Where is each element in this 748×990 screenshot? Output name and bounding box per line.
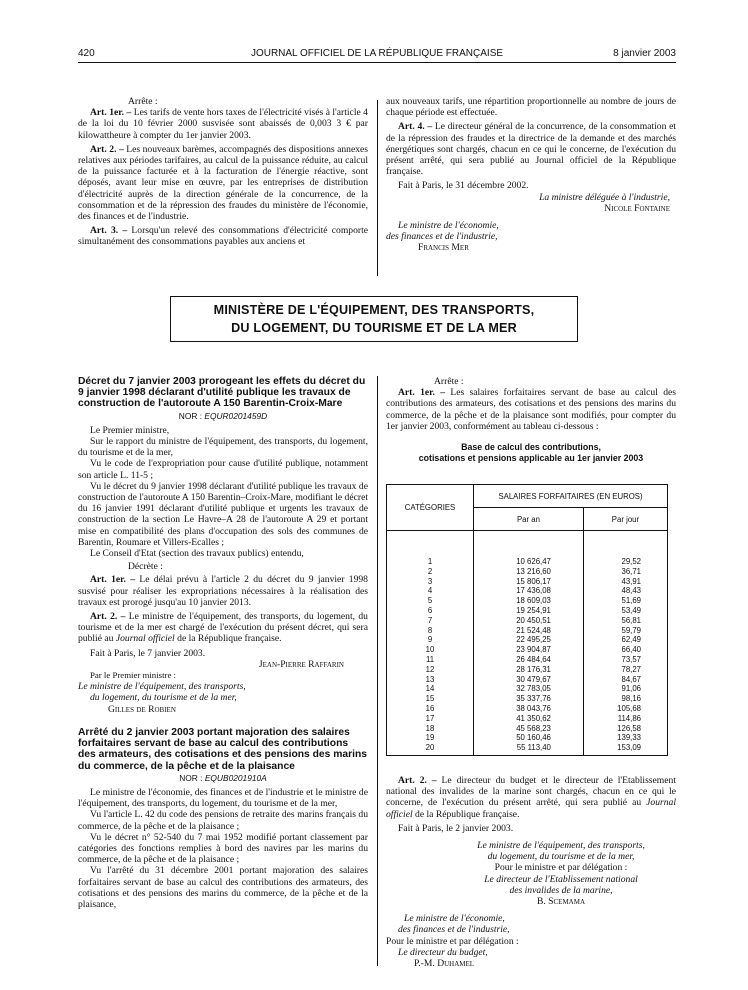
table-cell-par-an: 30 479,67 bbox=[516, 674, 551, 684]
article-4 bbox=[386, 121, 676, 177]
table-cell-category: 5 bbox=[427, 596, 433, 606]
bottom-left-column bbox=[78, 376, 368, 910]
nor-code: EQUR0201459D bbox=[204, 410, 268, 421]
paragraph: Sur le rapport du ministre de l'équipement, des transports, du logement, du tourisme et de la mer, bbox=[78, 436, 368, 459]
article-text: de la République française. bbox=[415, 808, 520, 820]
table-cell-par-an: 13 216,60 bbox=[516, 566, 551, 576]
nor-label: NOR : bbox=[178, 410, 203, 421]
table-cell-par-jour: 114,86 bbox=[617, 713, 641, 723]
article-label: Art. 2. – bbox=[398, 775, 437, 786]
table-cell-par-jour: 36,71 bbox=[621, 566, 641, 576]
table-cell-par-jour: 78,27 bbox=[621, 664, 641, 674]
categories-column bbox=[387, 531, 474, 756]
table-cell-category: 16 bbox=[425, 703, 435, 713]
table-cell-par-an: 50 160,46 bbox=[516, 733, 551, 743]
top-right-column bbox=[386, 96, 676, 254]
par-le-premier-ministre: Par le Premier ministre : bbox=[90, 670, 176, 681]
table-cell-category: 9 bbox=[427, 635, 433, 645]
nor-reference bbox=[78, 411, 368, 422]
top-left-column bbox=[78, 96, 368, 248]
table-cell-par-an: 45 568,23 bbox=[516, 723, 551, 733]
table-cell-par-jour: 139,33 bbox=[617, 733, 641, 743]
paragraph: Le Premier ministre, bbox=[90, 424, 170, 436]
ministry-heading bbox=[170, 296, 578, 342]
page-number: 420 bbox=[78, 48, 95, 59]
table-cell-par-jour: 29,52 bbox=[621, 557, 641, 566]
signature-name: P.-M. Duhamel bbox=[414, 958, 475, 970]
table-cell-par-jour: 84,67 bbox=[621, 674, 641, 684]
table-cell-par-an: 21 524,48 bbox=[516, 625, 551, 635]
table-cell-par-an: 19 254,91 bbox=[516, 605, 551, 615]
article-label: Art. 1er. – bbox=[90, 107, 132, 119]
signature-title: des finances et de l'industrie, bbox=[386, 231, 498, 243]
table-cell-par-jour: 66,40 bbox=[621, 645, 641, 655]
fait-a-paris: Fait à Paris, le 31 décembre 2002. bbox=[398, 180, 529, 192]
table-cell-category: 1 bbox=[427, 557, 433, 566]
signature-name: B. Scemama bbox=[536, 896, 586, 908]
par-jour-column bbox=[583, 531, 667, 756]
article-2 bbox=[78, 144, 368, 222]
table-cell-par-an: 10 626,47 bbox=[516, 557, 551, 566]
table-cell-par-an: 38 043,76 bbox=[516, 703, 551, 713]
decrete-heading: Décrète : bbox=[128, 561, 163, 573]
signature-name: Nicole Fontaine bbox=[604, 202, 670, 214]
nor-reference bbox=[78, 773, 368, 784]
signature-block-2 bbox=[386, 913, 676, 969]
article-text: Les tarifs de vente hors taxes de l'électricité visés à l'article 4 de la loi du 10 février 2000 susvisée sont abaissés de 0,003 3 € par kilowattheure à compter du 1er janvier 2003. bbox=[78, 107, 368, 141]
table-title bbox=[386, 442, 676, 464]
article-label: Art. 2. – bbox=[90, 143, 124, 155]
table-cell-category: 2 bbox=[427, 566, 433, 576]
table-cell-par-jour: 126,58 bbox=[617, 723, 641, 733]
issue-date: 8 janvier 2003 bbox=[613, 48, 676, 59]
table-cell-category: 18 bbox=[425, 723, 435, 733]
ministry-line: MINISTÈRE DE L'ÉQUIPEMENT, DES TRANSPORTS, bbox=[213, 303, 535, 317]
table-cell-category: 19 bbox=[425, 733, 435, 743]
table-cell-category: 4 bbox=[427, 586, 433, 596]
paragraph: Le ministre de l'économie, des finances et de l'industrie et le ministre de l'équipement, des transports, du logement, du tourisme et de la mer, bbox=[78, 786, 368, 810]
article-3 bbox=[78, 225, 368, 247]
arrete-title: Arrêté du 2 janvier 2003 portant majoration des salaires forfaitaires servant de base au calcul des contributions des armateurs, des cotisations et des pensions des marins du commerce, de la pêche et de la plaisance bbox=[78, 726, 367, 772]
col-header-par-jour: Par jour bbox=[583, 508, 667, 531]
paragraph: Vu le décret du 9 janvier 1998 déclarant d'utilité publique les travaux de construction de l'autoroute A 150 Barentin–Croix-Mare, modifiant le décret du 16 janvier 1991 déclarant d'utilité publique et urgents les travaux de construction de la section Le Havre–A 28 de l'autoroute A 29 et portant mise en compatibilité des plans d'occupation des sols des communes de Barentin, Roumare et Villers-Ecalles ; bbox=[78, 480, 368, 548]
table-cell-par-jour: 43,91 bbox=[621, 576, 641, 586]
table-title-line: Base de calcul des contributions, bbox=[461, 442, 601, 453]
decret-title: Décret du 7 janvier 2003 prorogeant les effets du décret du 9 janvier 1998 déclarant d'utilité publique les travaux de construction de l'autoroute A 150 Barentin-Croix-Mare bbox=[78, 376, 366, 410]
signature-block-1 bbox=[386, 840, 676, 907]
table-cell-category: 14 bbox=[425, 684, 435, 694]
table-cell-par-jour: 51,69 bbox=[621, 596, 641, 606]
article-1 bbox=[78, 107, 368, 141]
continuation-text: aux nouveaux tarifs, une répartition proportionnelle au nombre de jours de chaque période est effectuée. bbox=[386, 96, 676, 119]
table-cell-par-jour: 48,43 bbox=[621, 586, 641, 596]
signature-title: des finances et de l'industrie, bbox=[398, 924, 510, 936]
table-title-line: cotisations et pensions applicable au 1er janvier 2003 bbox=[418, 453, 644, 464]
table-cell-par-an: 17 436,08 bbox=[516, 586, 551, 596]
article-label: Art. 2. – bbox=[90, 611, 126, 623]
bottom-right-column bbox=[386, 376, 676, 464]
nor-label: NOR : bbox=[179, 772, 203, 783]
arrete-heading: Arrête : bbox=[128, 96, 158, 107]
table-cell-par-an: 32 783,05 bbox=[516, 684, 551, 694]
signature-role: Le directeur de l'Etablissement national bbox=[484, 873, 638, 885]
column-separator bbox=[377, 376, 378, 966]
table-cell-par-jour: 62,49 bbox=[621, 635, 641, 645]
signature-name: Francis Mer bbox=[418, 242, 469, 254]
fait-a-paris: Fait à Paris, le 2 janvier 2003. bbox=[398, 822, 514, 834]
paragraph: Vu le décret n° 52-540 du 7 mai 1952 modifié portant classement par catégories des fonctions remplies à bord des navires par les marins du commerce, de la pêche et de la plaisance ; bbox=[78, 831, 368, 866]
signature-title: Le ministre de l'équipement, des transports, bbox=[78, 681, 246, 693]
table-cell-category: 10 bbox=[425, 645, 435, 655]
table-cell-par-jour: 53,49 bbox=[621, 605, 641, 615]
article-2 bbox=[78, 611, 368, 645]
article-label: Art. 3. – bbox=[90, 225, 128, 237]
table-cell-par-an: 20 450,51 bbox=[516, 615, 551, 625]
table-cell-par-an: 18 609,03 bbox=[516, 596, 551, 606]
signature-title: du logement, du tourisme et de la mer, bbox=[90, 692, 237, 704]
table-cell-par-an: 23 904,87 bbox=[516, 645, 551, 655]
table-cell-par-jour: 105,68 bbox=[617, 703, 641, 713]
signature-title: du logement, du tourisme et de la mer, bbox=[487, 851, 635, 863]
table-cell-par-jour: 56,81 bbox=[621, 615, 641, 625]
table-cell-category: 15 bbox=[425, 694, 435, 704]
article-text: Les nouveaux barèmes, accompagnés des dispositions annexes relatives aux périodes tarifaires, au calcul de la puissance réduite, au calcul de la puissance facturée et à la facturation de l'énergie réactive, sont déposés, avant leur mise en œuvre, par les entreprises de distribution d'électricité auprès de la direction générale de la concurrence, de la consommation et de la répression des fraudes du ministère de l'économie, des finances et de l'industrie. bbox=[78, 143, 368, 223]
table-cell-category: 11 bbox=[425, 654, 435, 664]
signature-title: Le ministre de l'équipement, des transports, bbox=[477, 840, 645, 852]
signature-name: Gilles de Robien bbox=[108, 703, 176, 715]
article-text: Lorsqu'un relevé des consommations d'électricité comporte simultanément des consommations payables aux anciens et bbox=[78, 225, 368, 248]
article-text: Le directeur général de la concurrence, de la consommation et de la répression des fraudes et la directrice de la demande et des marchés énergétiques sont chargés, chacun en ce qui le concerne, de l'exécution du présent arrêté, qui sera publié au Journal officiel de la République française. bbox=[386, 121, 676, 178]
table-cell-category: 3 bbox=[427, 576, 433, 586]
table-cell-category: 8 bbox=[427, 625, 433, 635]
article-text: Le ministre de l'équipement, des transports, du logement, du tourisme et de la mer est chargé de l'exécution du présent décret, qui sera publié au bbox=[78, 611, 368, 645]
nor-code: EQUB0201910A bbox=[204, 772, 267, 783]
table-cell-par-an: 41 350,62 bbox=[516, 713, 551, 723]
col-header-categories: CATÉGORIES bbox=[387, 485, 474, 531]
article-text: Le délai prévu à l'article 2 du décret du 9 janvier 1998 susvisé pour réaliser les expropriations nécessaires à la réalisation des travaux est prorogé jusqu'au 10 janvier 2013. bbox=[78, 574, 368, 608]
article-1 bbox=[78, 574, 368, 608]
table-row bbox=[387, 531, 668, 756]
paragraph: Le Conseil d'Etat (section des travaux publics) entendu, bbox=[90, 548, 304, 560]
table-cell-par-jour: 91,06 bbox=[621, 684, 641, 694]
fait-a-paris: Fait à Paris, le 7 janvier 2003. bbox=[90, 647, 206, 659]
article-text: Les salaires forfaitaires servant de base au calcul des contributions des armateurs, des cotisations et des pensions des marins du commerce, de la pêche et de la plaisance sont modifiés, pour compter du 1er janvier 2003, conformément au tableau ci-dessous : bbox=[386, 387, 676, 432]
column-separator bbox=[377, 100, 378, 276]
page-header bbox=[78, 48, 676, 62]
signature-title: Le ministre de l'économie, bbox=[404, 913, 505, 925]
table-cell-category: 6 bbox=[427, 605, 433, 615]
table-cell-par-an: 35 337,76 bbox=[516, 694, 551, 704]
signature-name: Jean-Pierre Raffarin bbox=[258, 658, 344, 670]
table-cell-category: 7 bbox=[427, 615, 433, 625]
table-cell-category: 20 bbox=[425, 743, 435, 753]
article-2 bbox=[386, 775, 676, 820]
paragraph: Vu l'article L. 42 du code des pensions de retraite des marins français du commerce, de la pêche et de la plaisance ; bbox=[78, 809, 368, 832]
table-cell-par-an: 28 176,31 bbox=[516, 664, 551, 674]
article-label: Art. 1er. – bbox=[90, 574, 136, 586]
signature-title: La ministre déléguée à l'industrie, bbox=[539, 191, 670, 203]
bottom-right-lower bbox=[386, 775, 676, 969]
paragraph: Vu l'arrêté du 31 décembre 2001 portant majoration des salaires forfaitaires servant de base au calcul des contributions des armateurs, des cotisations et des pensions des marins du commerce, de la pêche et de la plaisance, bbox=[78, 865, 368, 910]
table-cell-par-an: 22 495,25 bbox=[516, 635, 551, 645]
table-cell-par-an: 26 484,64 bbox=[516, 654, 551, 664]
table-cell-category: 17 bbox=[425, 713, 435, 723]
col-header-par-an: Par an bbox=[474, 508, 584, 531]
article-1 bbox=[386, 387, 676, 432]
article-label: Art. 4. – bbox=[398, 121, 433, 133]
article-text: Le directeur du budget et le directeur de l'Etablissement national des invalides de la marine sont chargés, chacun en ce qui le concerne, de l'exécution du présent arrêté, qui sera publié au bbox=[386, 775, 676, 809]
table-cell-par-jour: 73,57 bbox=[621, 654, 641, 664]
article-label: Art. 1er. – bbox=[398, 387, 446, 399]
article-text: de la République française. bbox=[177, 633, 282, 645]
table-cell-category: 13 bbox=[425, 674, 435, 684]
paragraph: Vu le code de l'expropriation pour cause d'utilité publique, notamment son article L. 11-5 ; bbox=[78, 458, 368, 481]
table-cell-par-jour: 153,09 bbox=[617, 743, 641, 753]
signature-role: des invalides de la marine, bbox=[509, 884, 613, 896]
arrete-heading: Arrête : bbox=[434, 376, 464, 387]
ministry-line: DU LOGEMENT, DU TOURISME ET DE LA MER bbox=[231, 321, 517, 335]
table-cell-par-an: 55 113,40 bbox=[516, 743, 551, 753]
journal-title: JOURNAL OFFICIEL DE LA RÉPUBLIQUE FRANÇAISE bbox=[250, 48, 504, 59]
table-cell-category: 12 bbox=[425, 664, 435, 674]
par-an-column bbox=[474, 531, 584, 756]
signature-title: Le ministre de l'économie, bbox=[398, 220, 499, 232]
table-cell-par-an: 15 806,17 bbox=[516, 576, 551, 586]
header-rule bbox=[78, 62, 676, 63]
journal-officiel: Journal officiel bbox=[386, 797, 676, 820]
signature-delegation: Pour le ministre et par délégation : bbox=[494, 862, 628, 874]
signature-delegation: Pour le ministre et par délégation : bbox=[386, 935, 519, 947]
signature-role: Le directeur du budget, bbox=[398, 946, 488, 958]
table-cell-par-jour: 59,79 bbox=[621, 625, 641, 635]
col-header-salaries: SALAIRES FORFAITAIRES (EN EUROS) bbox=[474, 485, 668, 508]
journal-officiel: Journal officiel bbox=[115, 633, 175, 645]
salary-table bbox=[386, 484, 668, 756]
table-cell-par-jour: 98,16 bbox=[621, 694, 641, 704]
